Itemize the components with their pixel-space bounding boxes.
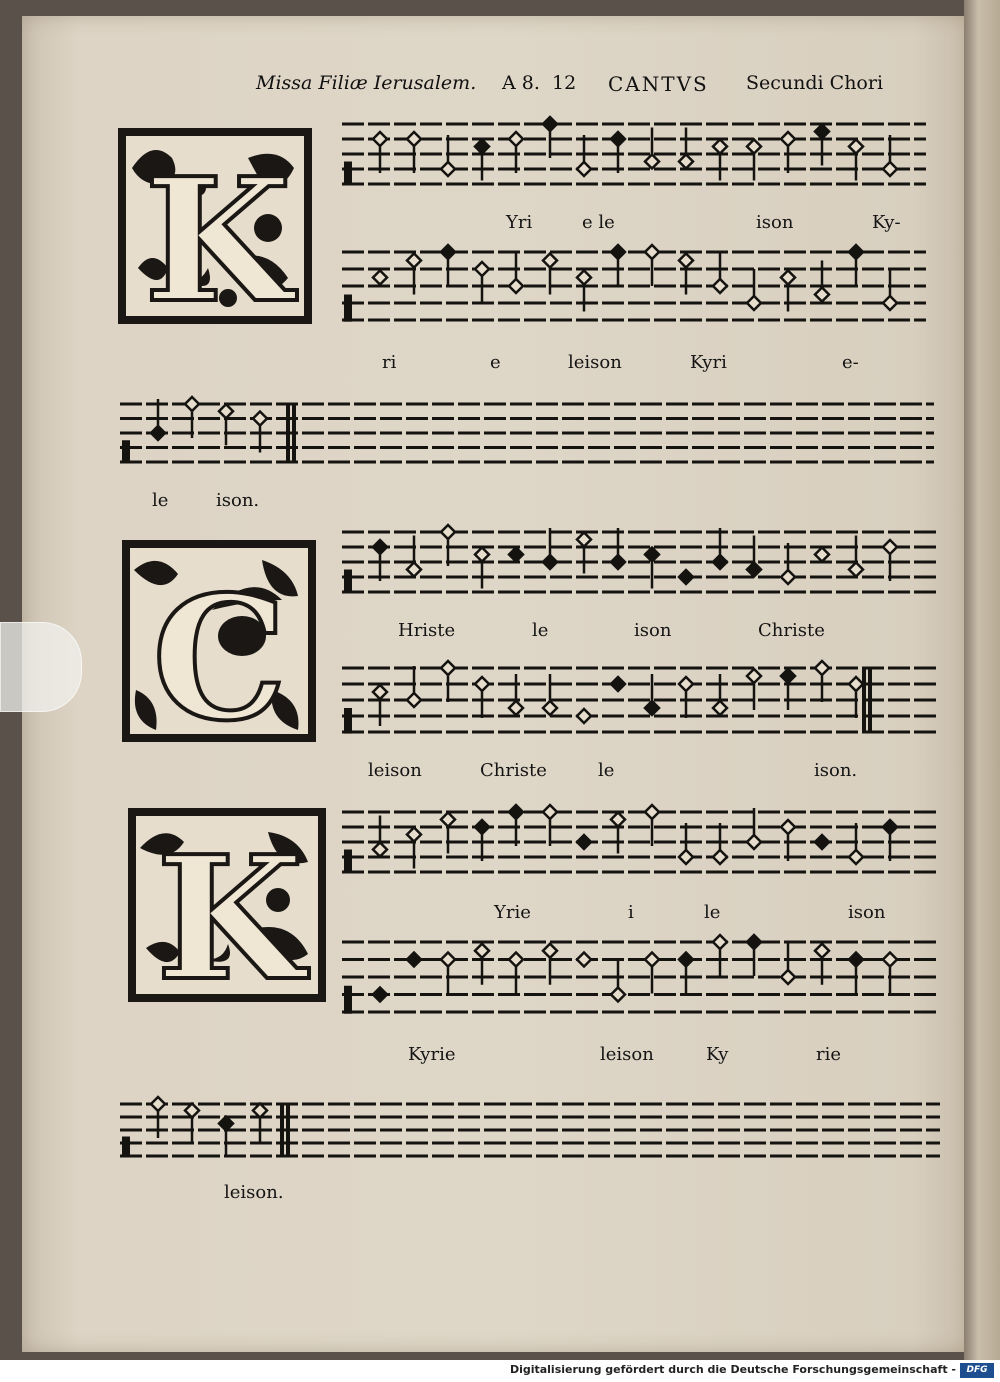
note: [747, 269, 761, 310]
clef-mark: [344, 570, 352, 594]
lyric-syllable: le: [598, 760, 615, 781]
choir-name: Secundi Chori: [746, 72, 884, 94]
note: [747, 935, 761, 976]
lyric-syllable: le: [152, 490, 169, 511]
note: [645, 674, 659, 715]
note: [679, 953, 693, 994]
decorated-initial-k-icon: [128, 808, 326, 1002]
lyric-syllable: Ky: [706, 1044, 729, 1065]
dfg-logo-icon: DFG: [960, 1363, 994, 1378]
note: [645, 548, 659, 589]
lyric-syllable: ison: [848, 902, 886, 923]
note: [509, 674, 523, 715]
note: [441, 813, 455, 854]
lyric-syllable: leison: [368, 760, 422, 781]
part-name: CANTVS: [608, 72, 709, 96]
note: [747, 140, 761, 181]
music-staff: [340, 930, 940, 1028]
lyric-syllable: e: [490, 352, 501, 373]
music-staff: [118, 1092, 944, 1172]
lyric-syllable: leison: [600, 1044, 654, 1065]
lyric-syllable: Yrie: [494, 902, 531, 923]
note: [781, 271, 795, 312]
note: [679, 254, 693, 295]
note: [475, 548, 489, 589]
staff-lines: [342, 812, 936, 872]
note: [441, 953, 455, 994]
lyric-syllable: ison.: [216, 490, 260, 511]
note: [577, 953, 591, 967]
note: [219, 1117, 233, 1158]
note: [219, 404, 233, 445]
clef-mark: [344, 162, 352, 186]
note: [543, 674, 557, 715]
note: [713, 252, 727, 293]
note: [781, 943, 795, 984]
note: [407, 953, 421, 967]
svg-text:K: K: [144, 141, 292, 324]
note: [815, 548, 829, 562]
clef-mark: [344, 986, 352, 1014]
staff-lines: [342, 532, 936, 592]
note: [883, 953, 897, 994]
lyric-syllable: Kyri: [690, 352, 727, 373]
page-header: [256, 72, 896, 106]
note: [815, 261, 829, 302]
lyric-syllable: ison.: [814, 760, 858, 781]
note: [577, 835, 591, 849]
note: [407, 666, 421, 707]
note: [679, 677, 693, 718]
note: [509, 548, 523, 562]
note: [373, 685, 387, 726]
staff-lines: [342, 124, 926, 184]
lyric-syllable: i: [628, 902, 634, 923]
lyric-syllable: Yri: [506, 212, 533, 233]
svg-text:K: K: [156, 819, 304, 1002]
lyric-syllable: Ky-: [872, 212, 901, 233]
digitization-footer: [0, 1360, 1000, 1382]
lyric-syllable: ri: [382, 352, 397, 373]
clef-mark: [344, 850, 352, 874]
staff-lines: [342, 668, 936, 732]
note: [543, 944, 557, 985]
music-staff: [340, 800, 940, 888]
note: [815, 125, 829, 166]
lyric-syllable: ison: [634, 620, 672, 641]
note: [509, 252, 523, 293]
staff-lines: [120, 1104, 940, 1156]
note: [781, 669, 795, 710]
staff-lines: [120, 404, 934, 462]
note: [475, 140, 489, 181]
note: [611, 813, 625, 854]
page-number: 12: [552, 72, 577, 94]
note: [849, 953, 863, 994]
music-staff: [340, 520, 940, 608]
mass-title: Missa Filiæ Ierusalem.: [256, 72, 477, 94]
svg-text:C: C: [152, 559, 288, 742]
note: [407, 828, 421, 869]
note: [815, 661, 829, 702]
note: [373, 816, 387, 857]
note: [849, 245, 863, 286]
lyric-syllable: e-: [842, 352, 859, 373]
note: [253, 1104, 267, 1145]
lyric-syllable: le: [532, 620, 549, 641]
lyric-syllable: leison: [568, 352, 622, 373]
note: [373, 271, 387, 285]
note: [815, 835, 829, 849]
clef-mark: [122, 1137, 130, 1158]
note: [883, 269, 897, 310]
facing-page-edge: [964, 0, 1000, 1360]
note: [543, 254, 557, 295]
funding-credit: Digitalisierung gefördert durch die Deutsche Forschungsgemeinschaft -: [509, 1363, 956, 1376]
note: [611, 961, 625, 1002]
staff-lines: [342, 942, 936, 1012]
note: [407, 254, 421, 295]
lyric-syllable: Kyrie: [408, 1044, 456, 1065]
clef-mark: [122, 440, 130, 463]
note: [713, 140, 727, 181]
note: [747, 669, 761, 710]
decorated-initial-k-icon: [118, 128, 312, 324]
note: [815, 944, 829, 985]
lyric-syllable: Hriste: [398, 620, 456, 641]
note: [577, 709, 591, 723]
note: [475, 262, 489, 303]
note: [645, 245, 659, 286]
note: [185, 1104, 199, 1145]
note: [373, 988, 387, 1002]
note: [713, 935, 727, 976]
note: [645, 953, 659, 994]
note: [441, 245, 455, 286]
note: [407, 536, 421, 577]
music-staff: [118, 392, 938, 478]
music-staff: [340, 656, 940, 748]
lyric-syllable: e le: [582, 212, 615, 233]
music-staff: [340, 240, 930, 336]
music-staff: [340, 112, 930, 200]
clef-mark: [344, 295, 352, 322]
decorated-initial-c-icon: [122, 540, 316, 742]
note: [577, 271, 591, 312]
note: [849, 677, 863, 718]
note: [645, 128, 659, 169]
staff-lines: [342, 252, 926, 320]
lyric-syllable: Christe: [480, 760, 547, 781]
lyric-syllable: Christe: [758, 620, 825, 641]
voice-count: A 8.: [502, 72, 540, 94]
clef-mark: [344, 708, 352, 734]
note: [577, 533, 591, 574]
note: [611, 677, 625, 691]
note: [509, 953, 523, 994]
note: [747, 536, 761, 577]
lyric-syllable: le: [704, 902, 721, 923]
note: [475, 944, 489, 985]
note: [611, 245, 625, 286]
page-holder-clip: [0, 622, 82, 712]
lyric-syllable: rie: [816, 1044, 842, 1065]
note: [679, 128, 693, 169]
note: [713, 674, 727, 715]
note: [441, 661, 455, 702]
note: [849, 140, 863, 181]
lyric-syllable: ison: [756, 212, 794, 233]
note: [475, 677, 489, 718]
lyric-syllable: leison.: [224, 1182, 284, 1203]
note: [849, 536, 863, 577]
note: [679, 570, 693, 584]
